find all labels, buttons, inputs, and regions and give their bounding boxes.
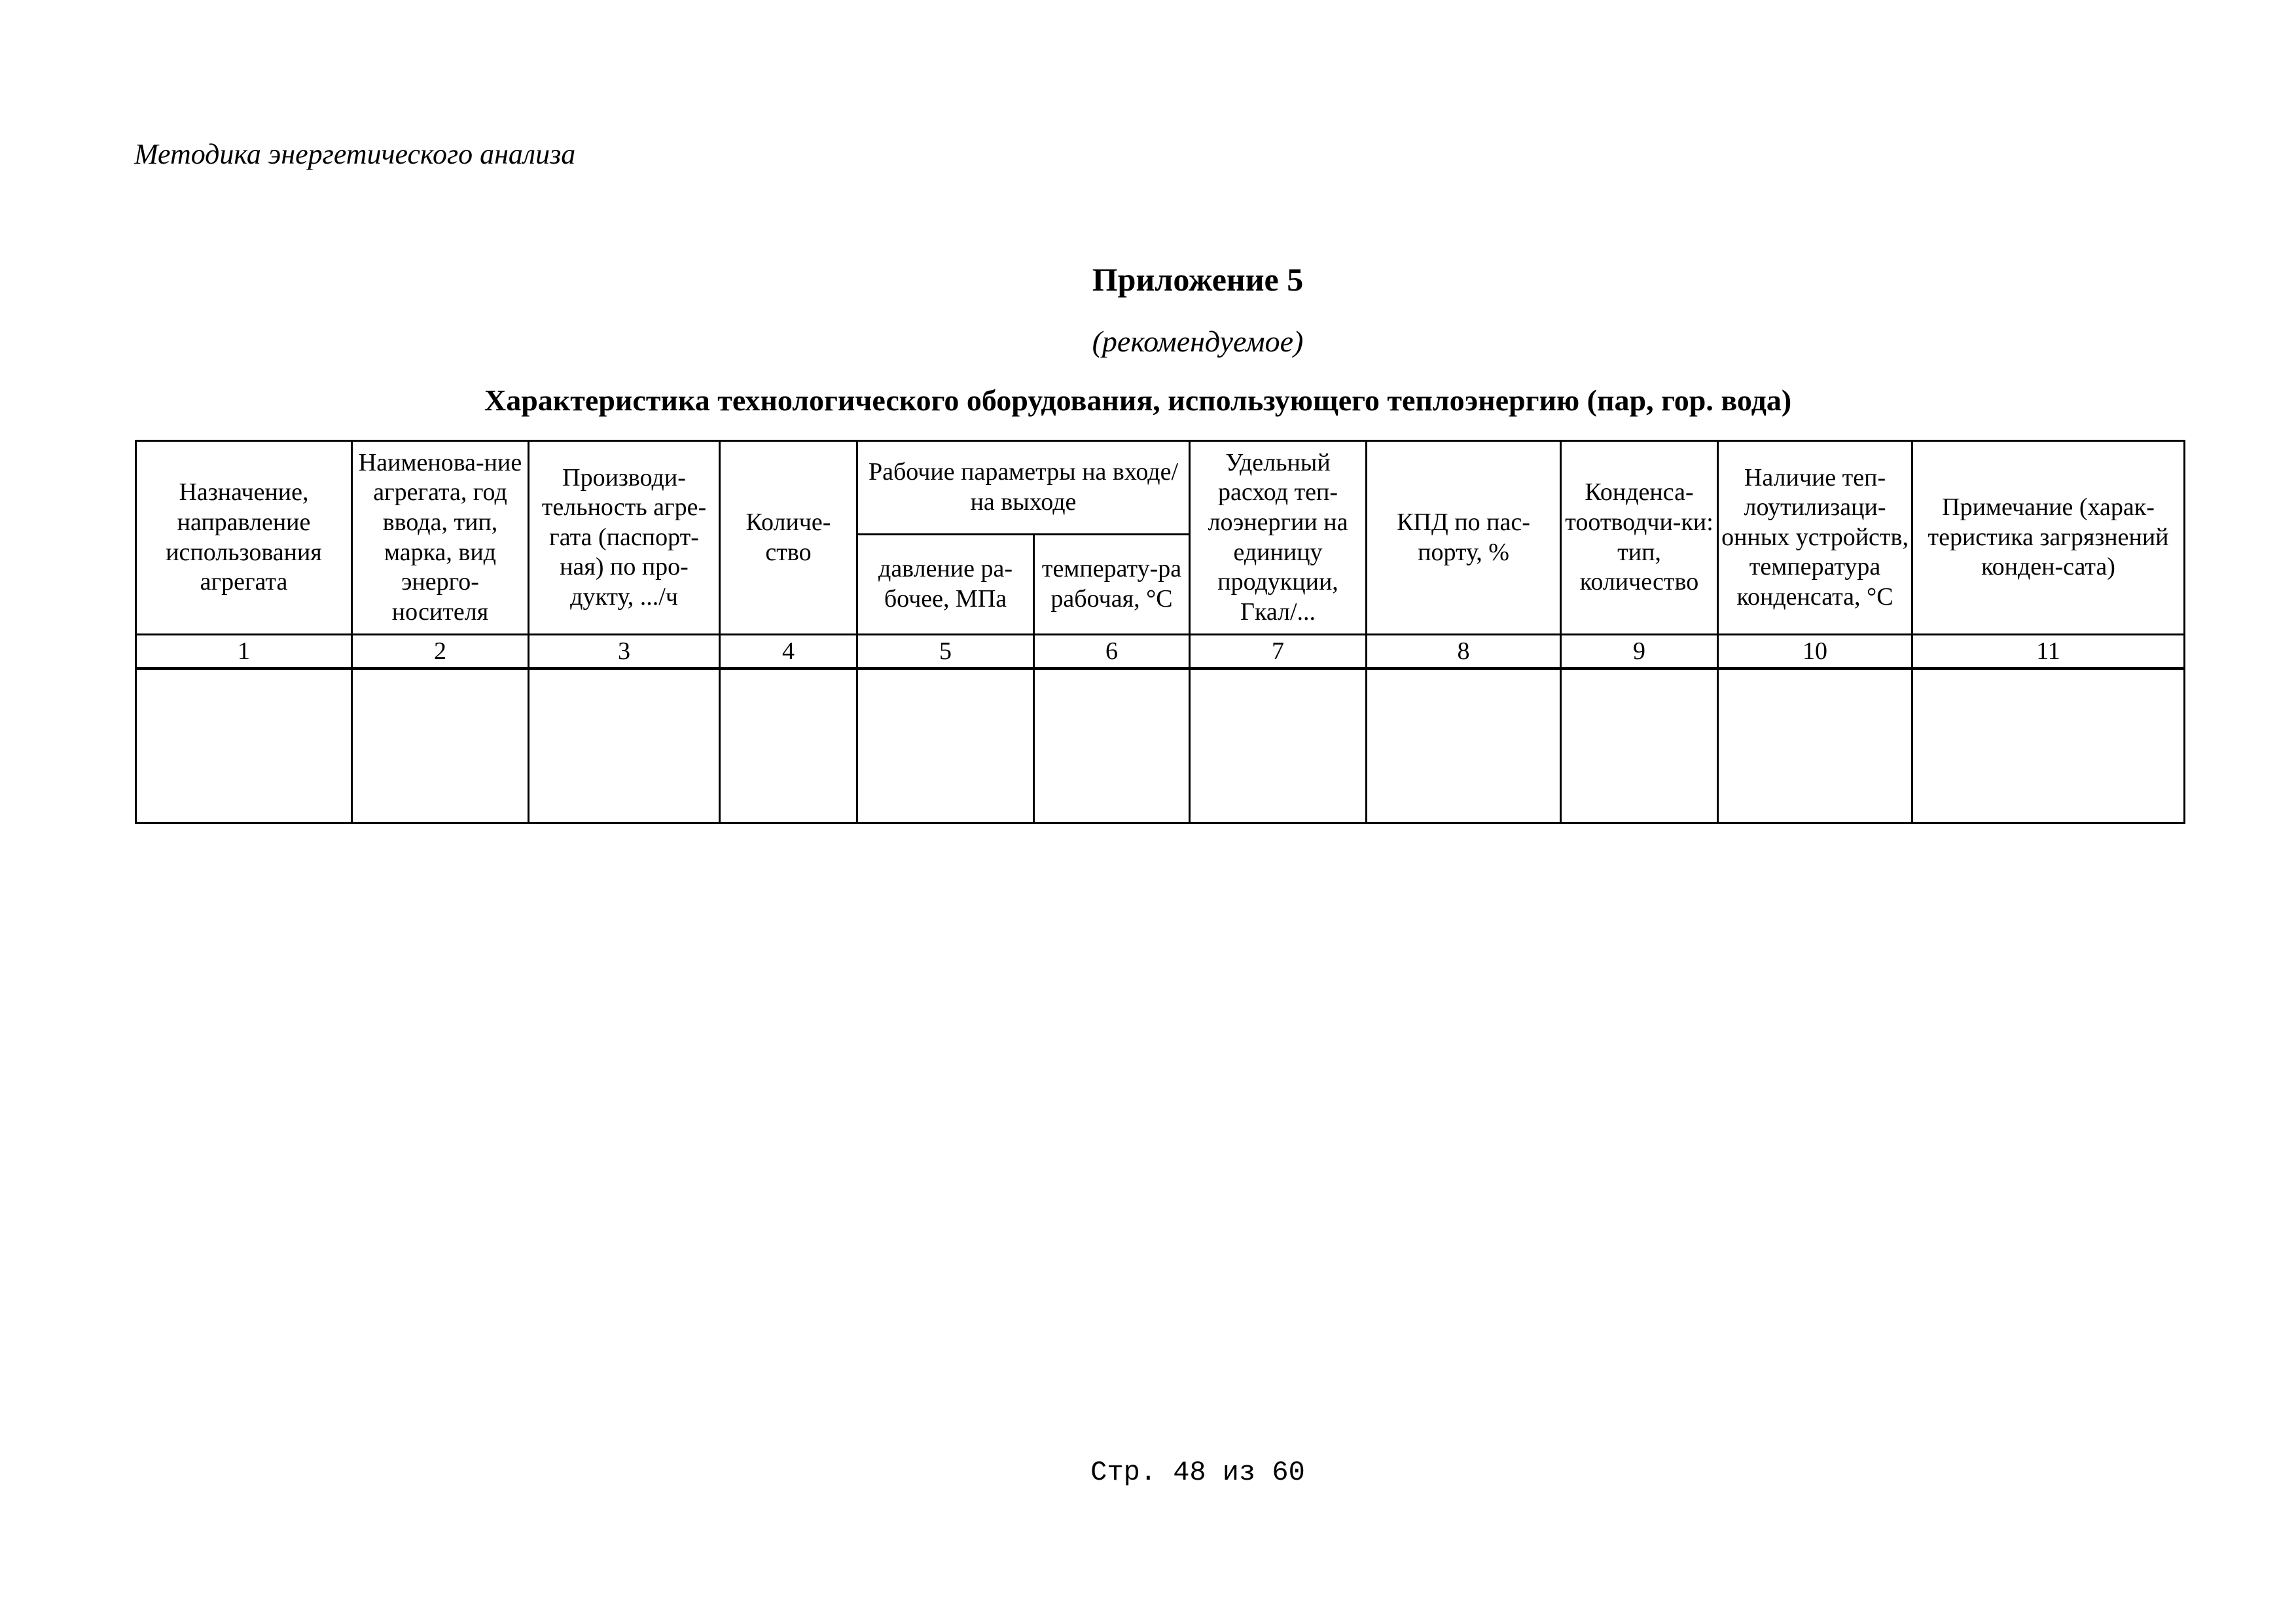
header-unit-name: Наименова-ние агрегата, год ввода, тип, марка, вид энерго-носителя [352,441,529,635]
appendix-title: Приложение 5 [1092,261,1304,298]
header-efficiency: КПД по пас-порту, % [1367,441,1561,635]
table-cell [1912,669,2185,823]
table-cell [1561,669,1718,823]
table-header-row [136,441,2185,535]
column-number: 2 [352,635,529,669]
column-number: 1 [136,635,352,669]
column-number: 6 [1034,635,1190,669]
column-number: 7 [1190,635,1367,669]
column-number: 5 [857,635,1034,669]
table-cell [1034,669,1190,823]
table-cell [1190,669,1367,823]
table-cell [720,669,857,823]
table-cell [136,669,352,823]
header-pressure: давление ра-бочее, МПа [857,535,1034,635]
appendix-subtitle: (рекомендуемое) [1092,325,1304,358]
header-purpose: Назначение, направление использования агрегата [136,441,352,635]
table-cell [1718,669,1912,823]
header-specific-consumption: Удельный расход теп-лоэнергии на единицу продукции, Гкал/... [1190,441,1367,635]
header-heat-recovery: Наличие теп-лоутилизаци-онных устройств, температура конденсата, °С [1718,441,1912,635]
column-number: 3 [529,635,720,669]
equipment-table [135,440,2185,824]
header-note: Примечание (харак-теристика загрязнений конден-сата) [1912,441,2185,635]
running-header: Методика энергетического анализа [134,138,576,170]
table-title: Характеристика технологического оборудования, использующего теплоэнергию (пар, гор. вода) [484,383,1792,417]
column-number: 10 [1718,635,1912,669]
table-row [136,669,2185,823]
header-steam-traps: Конденса-тоотводчи-ки: тип, количество [1561,441,1718,635]
header-temperature: температу-ра рабочая, °С [1034,535,1190,635]
column-number: 4 [720,635,857,669]
column-number-row [136,635,2185,669]
header-quantity: Количе-ство [720,441,857,635]
table-cell [1367,669,1561,823]
header-operating-parameters: Рабочие параметры на входе/ на выходе [857,441,1190,535]
column-number: 8 [1367,635,1561,669]
column-number: 9 [1561,635,1718,669]
header-capacity: Производи-тельность агре-гата (паспорт-ная) по про-дукту, .../ч [529,441,720,635]
table-cell [352,669,529,823]
column-number: 11 [1912,635,2185,669]
table-cell [529,669,720,823]
page-number: Стр. 48 из 60 [1090,1457,1305,1488]
table-cell [857,669,1034,823]
